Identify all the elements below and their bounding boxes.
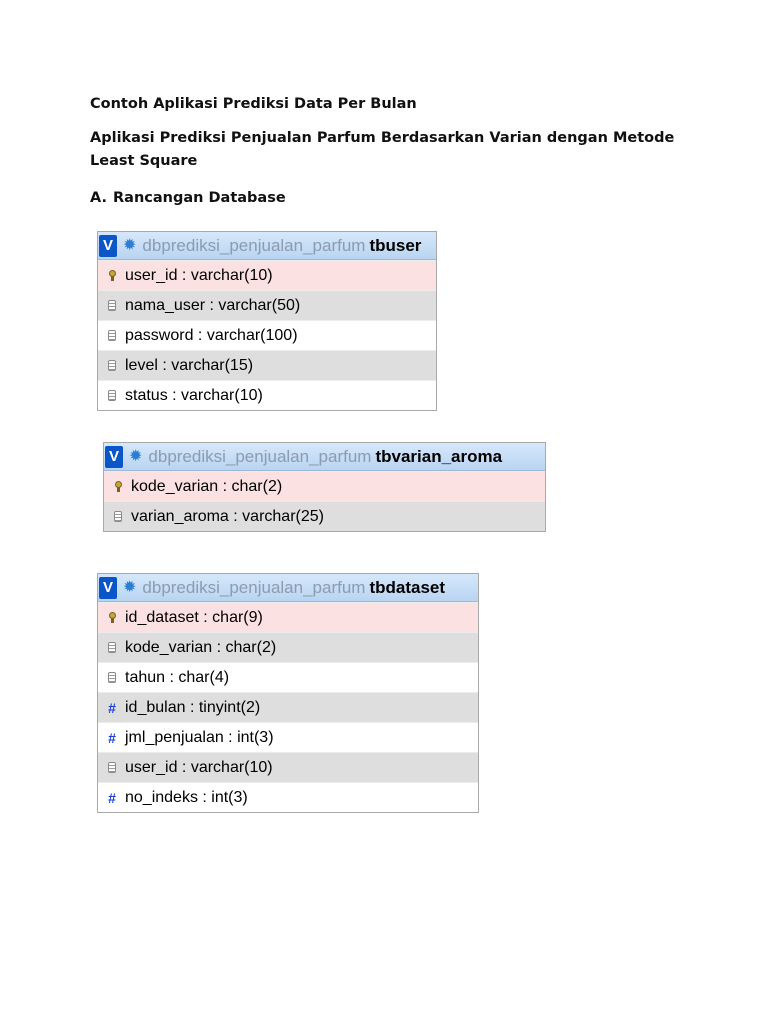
numeric-column-icon: #	[108, 789, 116, 806]
field-row[interactable]	[98, 260, 436, 290]
document-subheading: Aplikasi Prediksi Penjualan Parfum Berdasarkan Varian dengan Metode Least Square	[90, 130, 675, 169]
field-label: nama_user : varchar(50)	[125, 296, 301, 314]
field-label: kode_varian : char(2)	[125, 638, 277, 656]
gear-icon[interactable]: ✹	[123, 578, 137, 596]
primary-key-icon	[115, 481, 122, 492]
table-name: tbdataset	[369, 577, 446, 597]
primary-key-icon	[109, 612, 116, 623]
field-label: user_id : varchar(10)	[125, 266, 273, 284]
document-heading: Contoh Aplikasi Prediksi Data Per Bulan	[90, 96, 417, 112]
numeric-column-icon: #	[108, 729, 116, 746]
table-card-tbdataset[interactable]	[97, 573, 479, 813]
table-header[interactable]	[104, 443, 545, 471]
database-name: dbprediksi_penjualan_parfum	[148, 446, 372, 466]
section-number: A.	[90, 190, 107, 206]
field-label: no_indeks : int(3)	[125, 788, 248, 806]
column-icon	[108, 300, 116, 311]
field-row[interactable]	[98, 722, 478, 752]
field-row[interactable]	[98, 752, 478, 782]
column-icon	[108, 672, 116, 683]
table-header[interactable]	[98, 232, 436, 260]
table-card-tbvarian-aroma[interactable]	[103, 442, 546, 532]
field-row[interactable]	[98, 632, 478, 662]
field-row[interactable]	[104, 471, 545, 501]
field-label: user_id : varchar(10)	[125, 758, 273, 776]
field-row[interactable]	[98, 662, 478, 692]
section-heading	[90, 187, 286, 210]
primary-key-icon	[109, 270, 116, 281]
database-name: dbprediksi_penjualan_parfum	[142, 235, 366, 255]
collapse-v-icon[interactable]: V	[105, 446, 123, 468]
field-label: jml_penjualan : int(3)	[125, 728, 274, 746]
gear-icon[interactable]: ✹	[123, 236, 137, 254]
field-label: status : varchar(10)	[125, 386, 263, 404]
field-label: tahun : char(4)	[125, 668, 230, 686]
column-icon	[108, 390, 116, 401]
field-label: level : varchar(15)	[125, 356, 254, 374]
section-title: Rancangan Database	[113, 190, 286, 206]
table-name: tbuser	[369, 235, 422, 255]
numeric-column-icon: #	[108, 699, 116, 716]
column-icon	[108, 762, 116, 773]
gear-icon[interactable]: ✹	[129, 447, 143, 465]
collapse-v-icon[interactable]: V	[99, 235, 117, 257]
table-header[interactable]	[98, 574, 478, 602]
field-label: id_dataset : char(9)	[125, 608, 263, 626]
table-name: tbvarian_aroma	[375, 446, 503, 466]
column-icon	[108, 360, 116, 371]
field-row[interactable]	[98, 350, 436, 380]
column-icon	[108, 330, 116, 341]
table-card-tbuser[interactable]	[97, 231, 437, 411]
field-row[interactable]	[98, 290, 436, 320]
column-icon	[108, 642, 116, 653]
field-label: id_bulan : tinyint(2)	[125, 698, 261, 716]
field-row[interactable]	[98, 380, 436, 410]
field-label: varian_aroma : varchar(25)	[131, 507, 324, 525]
collapse-v-icon[interactable]: V	[99, 577, 117, 599]
database-name: dbprediksi_penjualan_parfum	[142, 577, 366, 597]
field-row[interactable]	[98, 692, 478, 722]
field-label: kode_varian : char(2)	[131, 477, 283, 495]
field-row[interactable]	[98, 602, 478, 632]
field-label: password : varchar(100)	[125, 326, 298, 344]
field-row[interactable]	[98, 320, 436, 350]
field-row[interactable]	[104, 501, 545, 531]
column-icon	[114, 511, 122, 522]
field-row[interactable]	[98, 782, 478, 812]
